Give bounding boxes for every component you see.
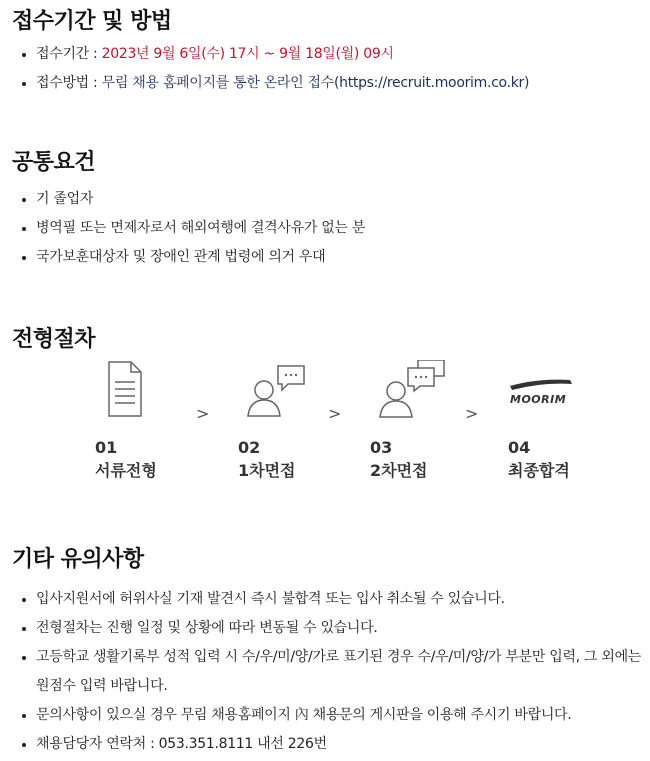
step-name: 서류전형 [95, 461, 157, 480]
requirement-item: 기 졸업자 [22, 185, 365, 214]
step-number: 02 [238, 438, 261, 457]
notes-list [22, 585, 646, 759]
note-item: 채용담당자 연락처 : 053.351.8111 내선 226번 [22, 730, 646, 759]
notes-section-title: 기타 유의사항 [12, 547, 144, 572]
step-name: 1차면접 [238, 461, 296, 480]
apply-section-title: 접수기간 및 방법 [12, 9, 172, 34]
requirements-list [22, 185, 365, 272]
apply-period-value: 2023년 9월 6일(수) 17시 ~ 9월 18일(월) 09시 [101, 46, 394, 62]
chevron-right-icon: > [328, 404, 342, 423]
step-name: 최종합격 [508, 461, 570, 480]
note-item: 고등학교 생활기록부 성적 입력 시 수/우/미/양/가로 표기된 경우 수/우/미/양/가 부분만 입력, 그 외에는 원점수 입력 바랍니다. [22, 643, 646, 701]
step-name: 2차면접 [370, 461, 428, 480]
apply-list [22, 40, 529, 98]
process-section-title: 전형절차 [12, 327, 96, 352]
moorim-logo [508, 360, 588, 420]
note-item: 입사지원서에 허위사실 기재 발견시 즉시 불합격 또는 입사 취소될 수 있습니다. [22, 585, 646, 614]
apply-method-label: 접수방법 : [36, 75, 102, 91]
step-number: 01 [95, 438, 118, 457]
step-number: 04 [508, 438, 531, 457]
document-icon [95, 360, 175, 420]
requirements-section-title: 공통요건 [12, 150, 96, 175]
requirement-item: 국가보훈대상자 및 장애인 관계 법령에 의거 우대 [22, 243, 365, 272]
note-item: 전형절차는 진행 일정 및 상황에 따라 변동될 수 있습니다. [22, 614, 646, 643]
group-interview-icon [370, 360, 450, 420]
note-item: 문의사항이 있으실 경우 무림 채용홈페이지 內 채용문의 게시판을 이용해 주시기 바랍니다. [22, 701, 646, 730]
interview-icon [238, 360, 318, 420]
step-number: 03 [370, 438, 393, 457]
apply-period-label: 접수기간 : [36, 46, 102, 62]
apply-period-item [22, 40, 529, 69]
requirement-item: 병역필 또는 면제자로서 해외여행에 결격사유가 없는 분 [22, 214, 365, 243]
logo-text: MOORIM [510, 393, 567, 406]
apply-method-value: 무림 채용 홈페이지를 통한 온라인 접수(https://recruit.moorim.co.kr) [101, 75, 530, 91]
chevron-right-icon: > [465, 404, 479, 423]
apply-method-item [22, 69, 529, 98]
chevron-right-icon: > [196, 404, 210, 423]
